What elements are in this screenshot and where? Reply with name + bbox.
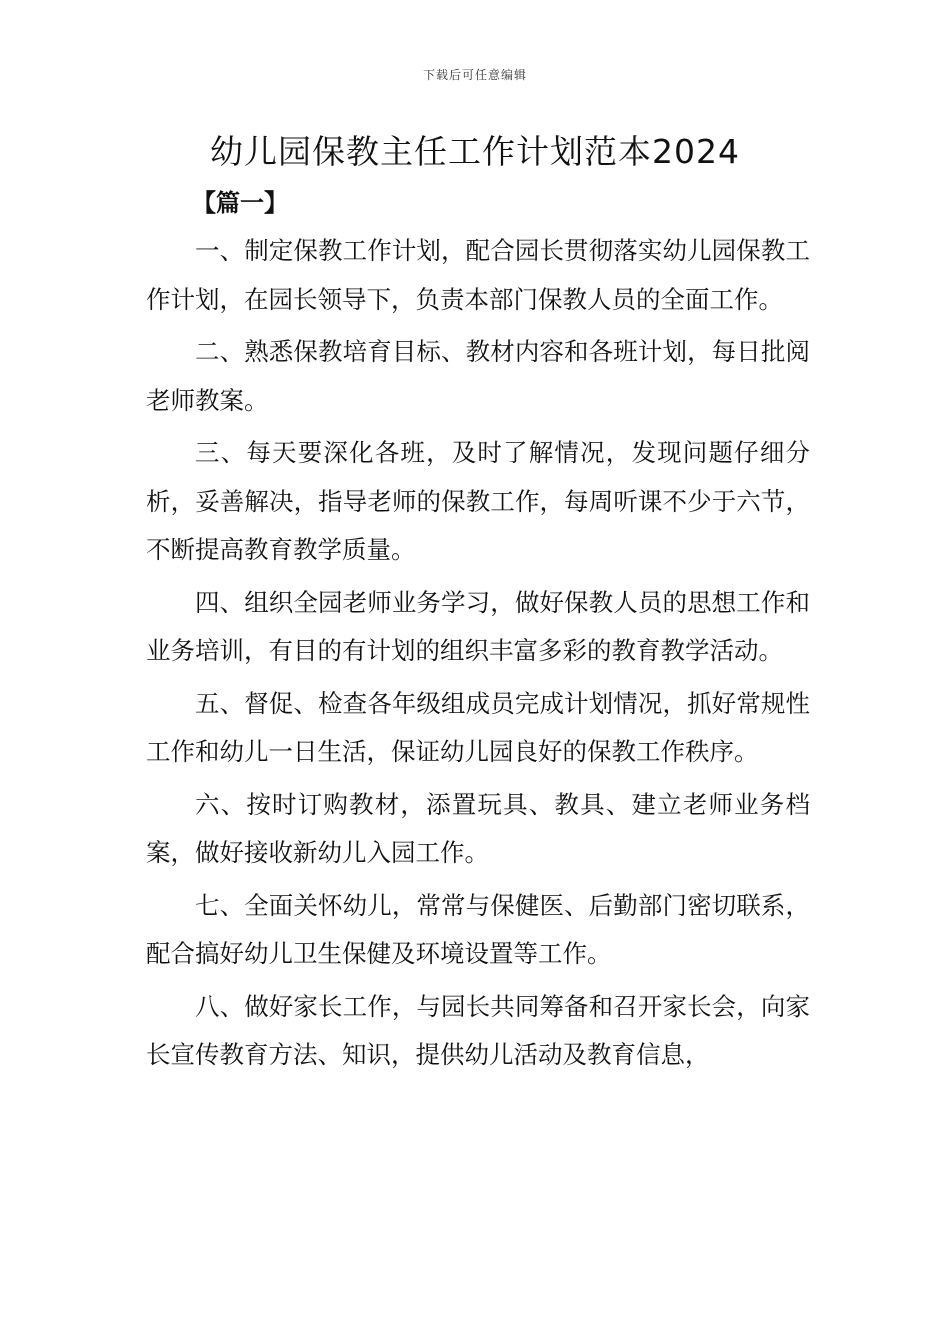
paragraph-1: 一、制定保教工作计划，配合园长贯彻落实幼儿园保教工作计划，在园长领导下，负责本部门保教人员的全面工作。 <box>146 236 810 314</box>
section-label: 【篇一】 <box>192 189 288 217</box>
header-note: 下载后可任意编辑 <box>422 68 527 82</box>
body-text <box>146 227 810 1084</box>
paragraph-8: 八、做好家长工作，与园长共同筹备和召开家长会，向家长宣传教育方法、知识，提供幼儿活动及教育信息， <box>146 991 810 1069</box>
document-title: 幼儿园保教主任工作计划范本2024 <box>210 132 740 171</box>
paragraph-7: 七、全面关怀幼儿，常常与保健医、后勤部门密切联系，配合搞好幼儿卫生保健及环境设置等工作。 <box>146 890 810 968</box>
paragraph-6: 六、按时订购教材，添置玩具、教具、建立老师业务档案，做好接收新幼儿入园工作。 <box>146 789 810 867</box>
paragraph-2: 二、熟悉保教培育目标、教材内容和各班计划，每日批阅老师教案。 <box>146 337 810 415</box>
paragraph-5: 五、督促、检查各年级组成员完成计划情况，抓好常规性工作和幼儿一日生活，保证幼儿园良好的保教工作秩序。 <box>146 688 810 766</box>
paragraph-3: 三、每天要深化各班，及时了解情况，发现问题仔细分析，妥善解决，指导老师的保教工作，每周听课不少于六节，不断提高教育教学质量。 <box>146 438 810 564</box>
paragraph-4: 四、组织全园老师业务学习，做好保教人员的思想工作和业务培训，有目的有计划的组织丰富多彩的教育教学活动。 <box>146 587 810 665</box>
